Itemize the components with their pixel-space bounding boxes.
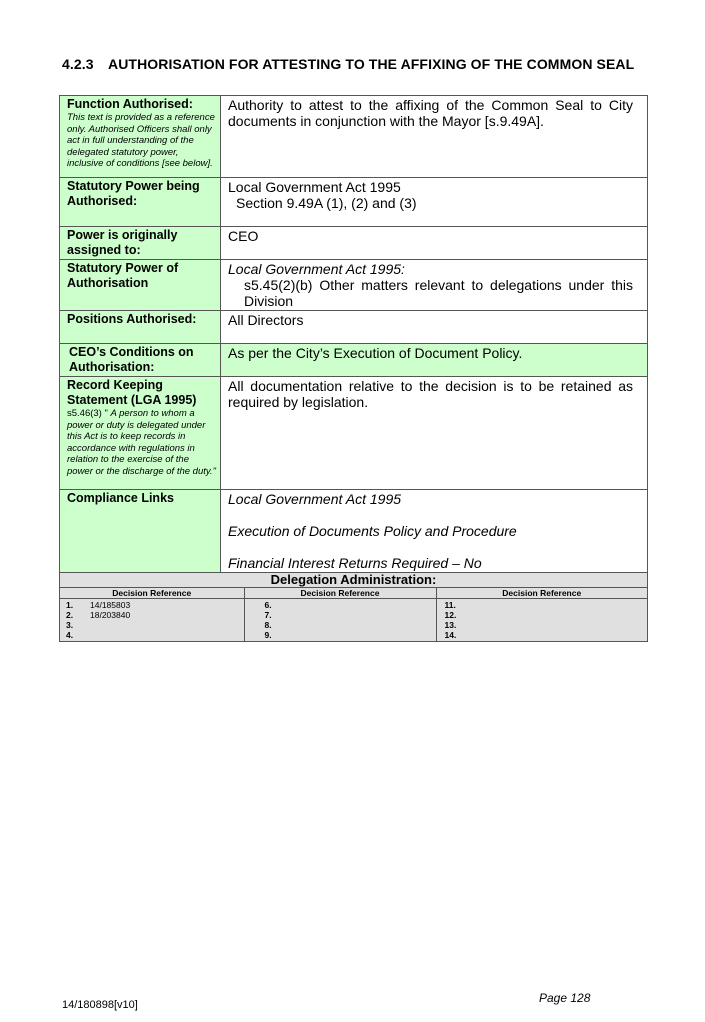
decision-entry: 13. <box>444 620 457 630</box>
row-compliance-links <box>60 490 648 573</box>
record-keeping-label: Record Keeping Statement (LGA 1995) <box>67 378 197 407</box>
decision-header-row <box>60 588 647 599</box>
decision-entry: 12. <box>444 610 457 620</box>
row-ceo-conditions <box>60 344 648 377</box>
row-delegation-admin-header <box>60 573 648 588</box>
decision-entry: 9. <box>264 630 272 640</box>
decision-entry: 2. 18/203840 <box>66 610 131 620</box>
conditions-value: As per the City’s Execution of Document Policy. <box>221 344 648 377</box>
record-keeping-note: A person to whom a power or duty is delegated under this Act is to keep records in accordance with regulations in relation to the exercise of the power or the discharge of the duty." <box>67 408 216 477</box>
decision-reference-table <box>60 588 647 641</box>
row-originally-assigned <box>60 227 648 260</box>
decision-entry: 1. 14/185803 <box>66 600 131 610</box>
row-statutory-power <box>60 178 648 227</box>
statutory-power-section: Section 9.49A (1), (2) and (3) <box>236 195 417 211</box>
compliance-label: Compliance Links <box>67 491 174 505</box>
compliance-link: Execution of Documents Policy and Procedure <box>228 523 517 539</box>
function-value: Authority to attest to the affixing of the Common Seal to City documents in conjunction with the Mayor [s.9.49A]. <box>221 96 648 178</box>
statutory-power-act: Local Government Act 1995 <box>228 179 401 195</box>
decision-header: Decision Reference <box>244 588 436 599</box>
decision-entry: 7. <box>264 610 272 620</box>
positions-value: All Directors <box>221 311 648 344</box>
decision-column-1 <box>60 599 244 642</box>
delegation-admin-title: Delegation Administration: <box>60 573 648 588</box>
compliance-link: Local Government Act 1995 <box>228 491 402 507</box>
statutory-authorisation-act: Local Government Act 1995: <box>228 261 405 277</box>
function-note: This text is provided as a reference only. Authorised Officers shall only act in full understanding of the delegated statutory power, inclusive of conditions [see below]. <box>67 112 215 169</box>
statutory-authorisation-section: s5.45(2)(b) Other matters relevant to delegations under this Division <box>244 277 633 309</box>
section-heading <box>62 56 634 72</box>
positions-label: Positions Authorised: <box>67 312 197 326</box>
decision-column-2 <box>244 599 436 642</box>
originally-assigned-value: CEO <box>221 227 648 260</box>
row-positions-authorised <box>60 311 648 344</box>
section-number: 4.2.3 <box>62 56 94 72</box>
row-statutory-power-authorisation <box>60 260 648 311</box>
row-record-keeping <box>60 377 648 490</box>
label-cell <box>60 96 221 178</box>
record-keeping-value: All documentation relative to the decision is to be retained as required by legislation. <box>221 377 648 490</box>
decision-header: Decision Reference <box>60 588 244 599</box>
document-reference: 14/180898[v10] <box>62 999 138 1011</box>
decision-entry: 3. <box>66 620 74 630</box>
decision-entry: 4. <box>66 630 74 640</box>
delegation-table <box>59 95 648 642</box>
statutory-power-label: Statutory Power being Authorised: <box>67 179 200 208</box>
decision-entry: 14. <box>444 630 457 640</box>
statutory-authorisation-label: Statutory Power of Authorisation <box>67 261 179 290</box>
conditions-label: CEO’s Conditions on Authorisation: <box>69 345 194 374</box>
decision-entries-row <box>60 599 647 642</box>
page-number: Page 128 <box>539 991 591 1005</box>
row-function-authorised <box>60 96 648 178</box>
decision-entry: 6. <box>264 600 272 610</box>
decision-column-3 <box>436 599 647 642</box>
decision-header: Decision Reference <box>436 588 647 599</box>
originally-assigned-label: Power is originally assigned to: <box>67 228 178 257</box>
decision-entry: 11. <box>444 600 456 610</box>
section-title: AUTHORISATION FOR ATTESTING TO THE AFFIXING OF THE COMMON SEAL <box>108 56 635 72</box>
compliance-link: Financial Interest Returns Required – No <box>228 555 482 571</box>
function-label: Function Authorised: <box>67 97 193 111</box>
decision-entry: 8. <box>264 620 272 630</box>
record-keeping-ref: s5.46(3) " <box>67 408 108 419</box>
row-decision-references <box>60 588 648 642</box>
